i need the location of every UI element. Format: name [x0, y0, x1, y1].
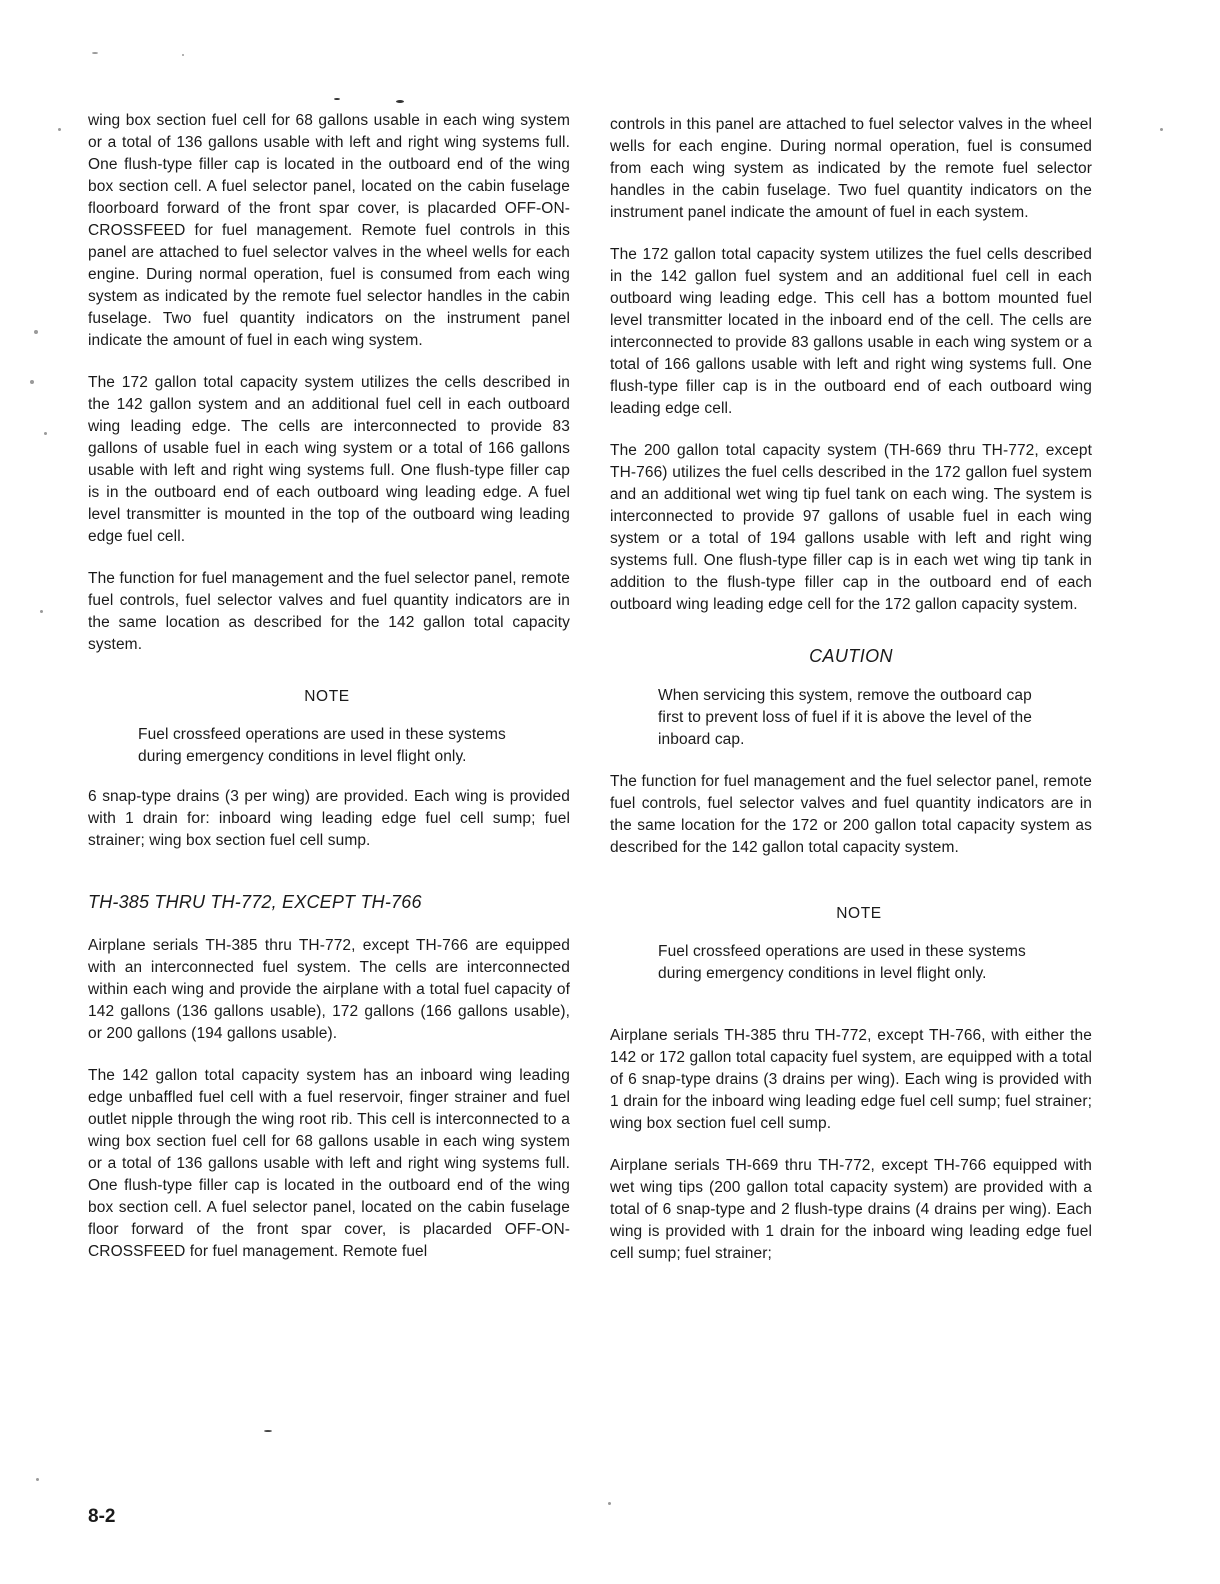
scan-speck: [396, 100, 404, 103]
left-paragraph-6: The 142 gallon total capacity system has an inboard wing leading edge unbaffled fuel cell with a fuel reservoir, finger strainer and fuel outlet nipple through the wing root rib. This cell is interconnected to a wing box section fuel cell for 68 gallons usable in each wing system or a total of 136 gallons usable with left and right wing systems full. One flush-type filler cap is located in the outboard end of the wing box section cell. A fuel selector panel, located on the cabin fuselage floor forward of the front spar cover, is placarded OFF-ON-CROSSFEED for fuel management. Remote fuel: [88, 1067, 570, 1260]
left-column: [88, 110, 570, 1263]
left-paragraph-4: 6 snap-type drains (3 per wing) are provided. Each wing is provided with 1 drain for: inboard wing leading edge fuel cell sump; fuel strainer; wing box section fuel cell sump.: [88, 788, 570, 849]
right-paragraph-2: The 172 gallon total capacity system utilizes the fuel cells described in the 142 gallon fuel system and an additional fuel cell in each outboard wing leading edge. This cell has a bottom mounted fuel level transmitter located in the inboard end of the cell. The cells are interconnected to provide 83 gallons usable in each wing system or a total of 166 gallons usable with left and right wing systems full. One flush-type filler cap is in the outboard end of each outboard wing leading edge cell.: [610, 246, 1092, 417]
right-paragraph-3: The 200 gallon total capacity system (TH-669 thru TH-772, except TH-766) utilizes the fuel cells described in the 172 gallon fuel system and an additional wet wing tip fuel tank on each wing. The system is interconnected to provide 97 gallons of usable fuel in each wing system or a total of 194 gallons usable with left and right wing systems full. One flush-type filler cap is in each wet wing tip tank in addition to the flush-type filler cap in the outboard end of each outboard wing leading edge cell for the 172 gallon capacity system.: [610, 442, 1092, 613]
right-paragraph-4: The function for fuel management and the fuel selector panel, remote fuel controls, fuel selector valves and fuel quantity indicators are in the same location for the 172 or 200 gallon total capacity system as described for the 142 gallon total capacity system.: [610, 773, 1092, 856]
caution-heading: CAUTION: [809, 646, 893, 666]
scan-speck: [92, 52, 98, 54]
scan-speck: [30, 380, 34, 384]
scan-speck: [182, 54, 184, 56]
caution-body: When servicing this system, remove the outboard cap first to prevent loss of fuel if it is above the level of the inboard cap.: [658, 687, 1032, 748]
scan-speck: [36, 1478, 39, 1481]
left-note-heading: NOTE: [304, 688, 350, 705]
scan-speck: [1160, 128, 1163, 131]
right-paragraph-5: Airplane serials TH-385 thru TH-772, except TH-766, with either the 142 or 172 gallon total capacity fuel system, are equipped with a total of 6 snap-type drains (3 drains per wing). Each wing is provided with 1 drain for the inboard wing leading edge fuel cell sump; fuel strainer; wing box section fuel cell sump.: [610, 1027, 1092, 1132]
left-paragraph-1: wing box section fuel cell for 68 gallons usable in each wing system or a total of 136 gallons usable with left and right wing systems full. One flush-type filler cap is located in the outboard end of the wing box section cell. A fuel selector panel, located on the cabin fuselage floorboard forward of the front spar cover, is placarded OFF-ON-CROSSFEED for fuel management. Remote fuel controls in this panel are attached to fuel selector valves in the wheel wells for each engine. During normal operation, fuel is consumed from each wing system as indicated by the remote fuel selector handles in the cabin fuselage. Two fuel quantity indicators on the instrument panel indicate the amount of fuel in each wing system.: [88, 112, 570, 349]
right-paragraph-6: Airplane serials TH-669 thru TH-772, except TH-766 equipped with wet wing tips (200 gallon total capacity system) are provided with a total of 6 snap-type and 2 flush-type drains (4 drains per wing). Each wing is provided with 1 drain for the inboard wing leading edge fuel cell sump; fuel strainer;: [610, 1157, 1092, 1262]
left-paragraph-3: The function for fuel management and the fuel selector panel, remote fuel controls, fuel selector valves and fuel quantity indicators are in the same location as described for the 142 gallon total capacity system.: [88, 570, 570, 653]
scan-speck: [608, 1502, 611, 1505]
scan-speck: [34, 330, 38, 334]
section-heading: TH-385 THRU TH-772, EXCEPT TH-766: [88, 892, 422, 912]
right-note-heading: NOTE: [836, 905, 882, 922]
right-paragraph-1: controls in this panel are attached to fuel selector valves in the wheel wells for each engine. During normal operation, fuel is consumed from each wing system as indicated by the remote fuel selector handles in the cabin fuselage. Two fuel quantity indicators on the instrument panel indicate the amount of fuel in each system.: [610, 116, 1092, 221]
scan-speck: [58, 128, 61, 131]
scan-speck: [334, 98, 340, 100]
right-note-body: Fuel crossfeed operations are used in these systems during emergency conditions in level flight only.: [658, 943, 1026, 982]
page-number: 8-2: [88, 1506, 116, 1527]
scan-speck: [264, 1430, 272, 1432]
left-paragraph-5: Airplane serials TH-385 thru TH-772, except TH-766 are equipped with an interconnected fuel system. The cells are interconnected within each wing and provide the airplane with a total fuel capacity of 142 gallons (136 gallons usable), 172 gallons (166 gallons usable), or 200 gallons (194 gallons usable).: [88, 937, 570, 1042]
right-column: [610, 114, 1092, 1265]
scan-speck: [40, 610, 43, 613]
left-note-body: Fuel crossfeed operations are used in these systems during emergency conditions in level flight only.: [138, 726, 506, 765]
left-paragraph-2: The 172 gallon total capacity system utilizes the cells described in the 142 gallon system and an additional fuel cell in each outboard wing leading edge. The cells are interconnected to provide 83 gallons of usable fuel in each wing system or a total of 166 gallons usable with left and right wing systems full. One flush-type filler cap is in the outboard end of each outboard wing leading edge. A fuel level transmitter is mounted in the top of the outboard wing leading edge fuel cell.: [88, 374, 570, 545]
scan-speck: [44, 432, 47, 435]
